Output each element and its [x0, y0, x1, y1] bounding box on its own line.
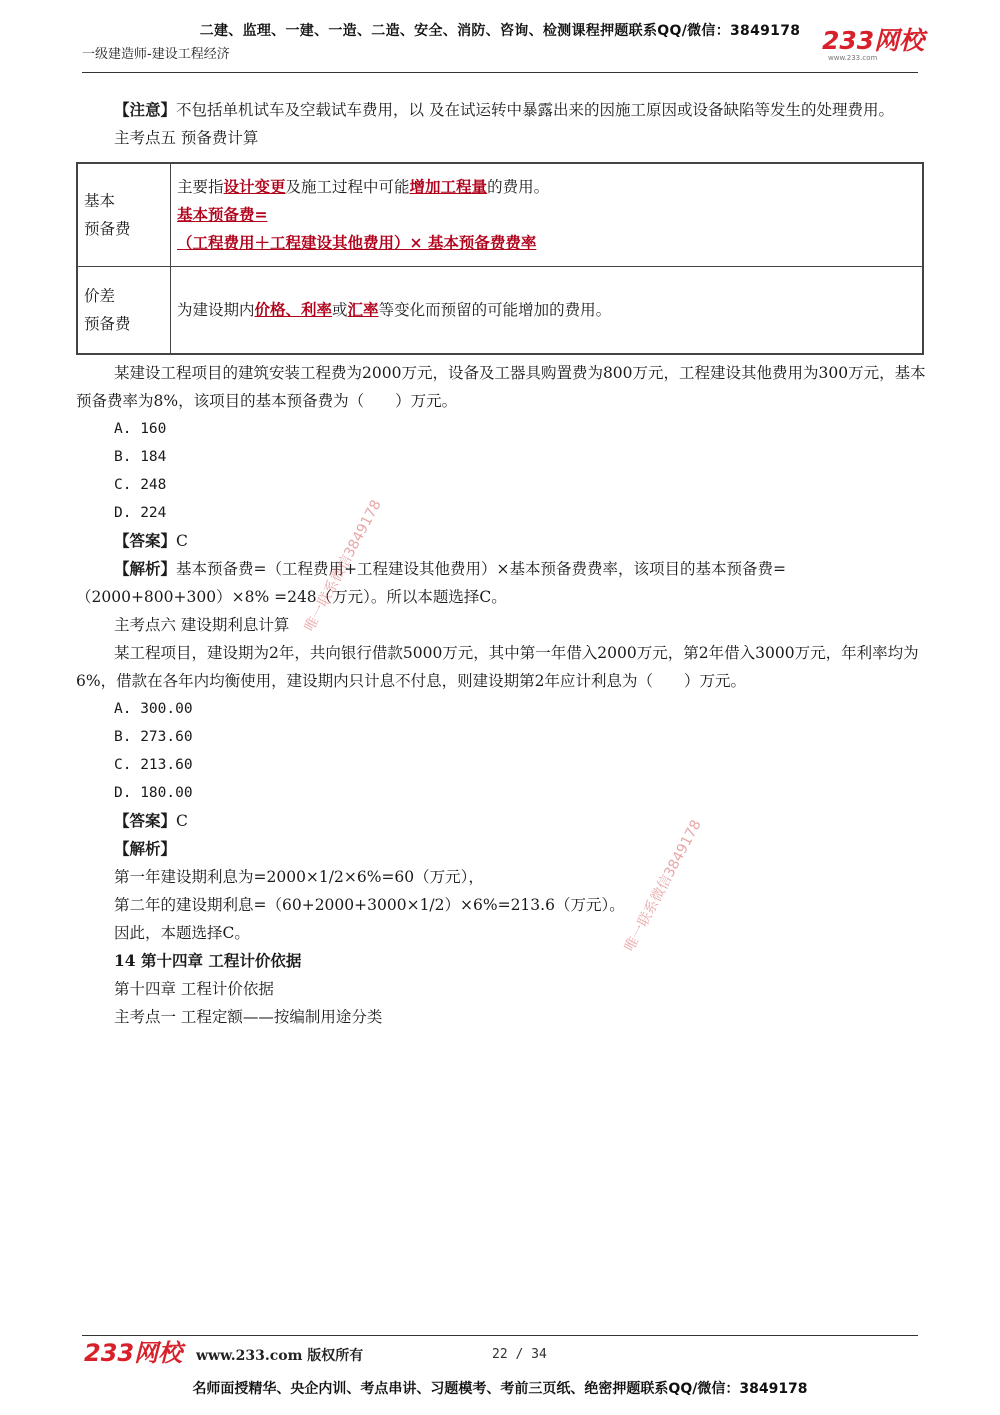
table-row [77, 163, 923, 267]
keyword-exchange-rate: 汇率 [347, 300, 379, 319]
document-body [76, 96, 926, 1031]
document-subtitle: 一级建造师-建设工程经济 [82, 47, 230, 62]
question-2-analysis-line-3: 因此，本题选择C。 [114, 924, 250, 942]
watermark: 唯一联系微信3849178 [621, 817, 705, 955]
section-title-point5: 主考点五 预备费计算 [114, 129, 259, 147]
question-1-option-c: C. 248 [114, 477, 167, 493]
question-2-option-b: B. 273.60 [114, 729, 193, 745]
brand-logo: 233网校 [822, 26, 925, 55]
question-2-option-a: A. 300.00 [114, 701, 193, 717]
table-cell-content: 为建设期内价格、利率或汇率等变化而预留的可能增加的费用。 [171, 267, 924, 355]
footer-logo: 233网校 [84, 1339, 183, 1367]
note-paragraph [76, 96, 926, 124]
question-2-option-d: D. 180.00 [114, 785, 193, 801]
header-divider [82, 72, 918, 73]
keyword-price-rate: 价格、利率 [254, 300, 333, 319]
brand-logo-url: www.233.com [828, 54, 878, 62]
page-number: 22 / 34 [492, 1347, 547, 1362]
question-2-option-c: C. 213.60 [114, 757, 193, 773]
question-2-answer: 【答案】C [114, 811, 188, 830]
keyword-increase-quantity: 增加工程量 [409, 177, 488, 196]
reserve-fee-table [76, 162, 924, 355]
table-cell-label: 价差 预备费 [77, 267, 171, 355]
question-2-analysis-line-2: 第二年的建设期利息=（60+2000+3000×1/2）×6%=213.6（万元）。 [114, 896, 625, 914]
chapter-14-heading: 14 第十四章 工程计价依据 [114, 951, 302, 970]
table-cell-content: 主要指设计变更及施工过程中可能增加工程量的费用。 基本预备费= （工程费用＋工程建设其他费用）× 基本预备费费率 [171, 163, 924, 267]
keyword-design-change: 设计变更 [223, 177, 286, 196]
question-2-analysis-tag: 【解析】 [114, 839, 177, 858]
footer-copyright: www.233.com 版权所有 [196, 1348, 364, 1364]
section-title-point6: 主考点六 建设期利息计算 [114, 616, 290, 634]
header-ad-text: 二建、监理、一建、一造、二造、安全、消防、咨询、检测课程押题联系QQ/微信：3849178 [199, 23, 801, 39]
table-row [77, 267, 923, 355]
note-tag: 【注意】 [114, 100, 177, 119]
question-1-option-a: A. 160 [114, 421, 167, 437]
footer-divider [82, 1335, 918, 1336]
question-1-option-d: D. 224 [114, 505, 167, 521]
question-1-analysis: 【解析】基本预备费=（工程费用+工程建设其他费用）×基本预备费费率，该项目的基本预备费=（2000+800+300）×8% =248（万元）。所以本题选择C。 [76, 559, 786, 606]
question-1-answer: 【答案】C [114, 531, 188, 550]
question-2-analysis-line-1: 第一年建设期利息为=2000×1/2×6%=60（万元）， [114, 868, 484, 886]
question-1-option-b: B. 184 [114, 449, 167, 465]
chapter-14-title: 第十四章 工程计价依据 [114, 980, 274, 998]
footer-ad-text: 名师面授精华、央企内训、考点串讲、习题模考、考前三页纸、绝密押题联系QQ/微信：3849178 [192, 1381, 808, 1397]
note-text: 不包括单机试车及空载试车费用，以 及在试运转中暴露出来的因施工原因或设备缺陷等发生的处理费用。 [176, 101, 894, 119]
formula-line-1: 基本预备费= [177, 205, 268, 224]
formula-line-2: （工程费用＋工程建设其他费用）× 基本预备费费率 [177, 233, 537, 252]
section-title-point1: 主考点一 工程定额——按编制用途分类 [114, 1008, 383, 1026]
question-1-stem: 某建设工程项目的建筑安装工程费为2000万元，设备及工器具购置费为800万元，工程建设其他费用为300万元，基本预备费率为8%，该项目的基本预备费为（ ）万元。 [76, 364, 926, 410]
table-cell-label: 基本 预备费 [77, 163, 171, 267]
watermark: 唯一联系微信3849178 [301, 497, 385, 635]
question-2-stem: 某工程项目，建设期为2年，共向银行借款5000万元，其中第一年借入2000万元，第2年借入3000万元，年利率均为6%，借款在各年内均衡使用，建设期内只计息不付息，则建设期第2年应计利息为（ ）万元。 [76, 644, 919, 690]
